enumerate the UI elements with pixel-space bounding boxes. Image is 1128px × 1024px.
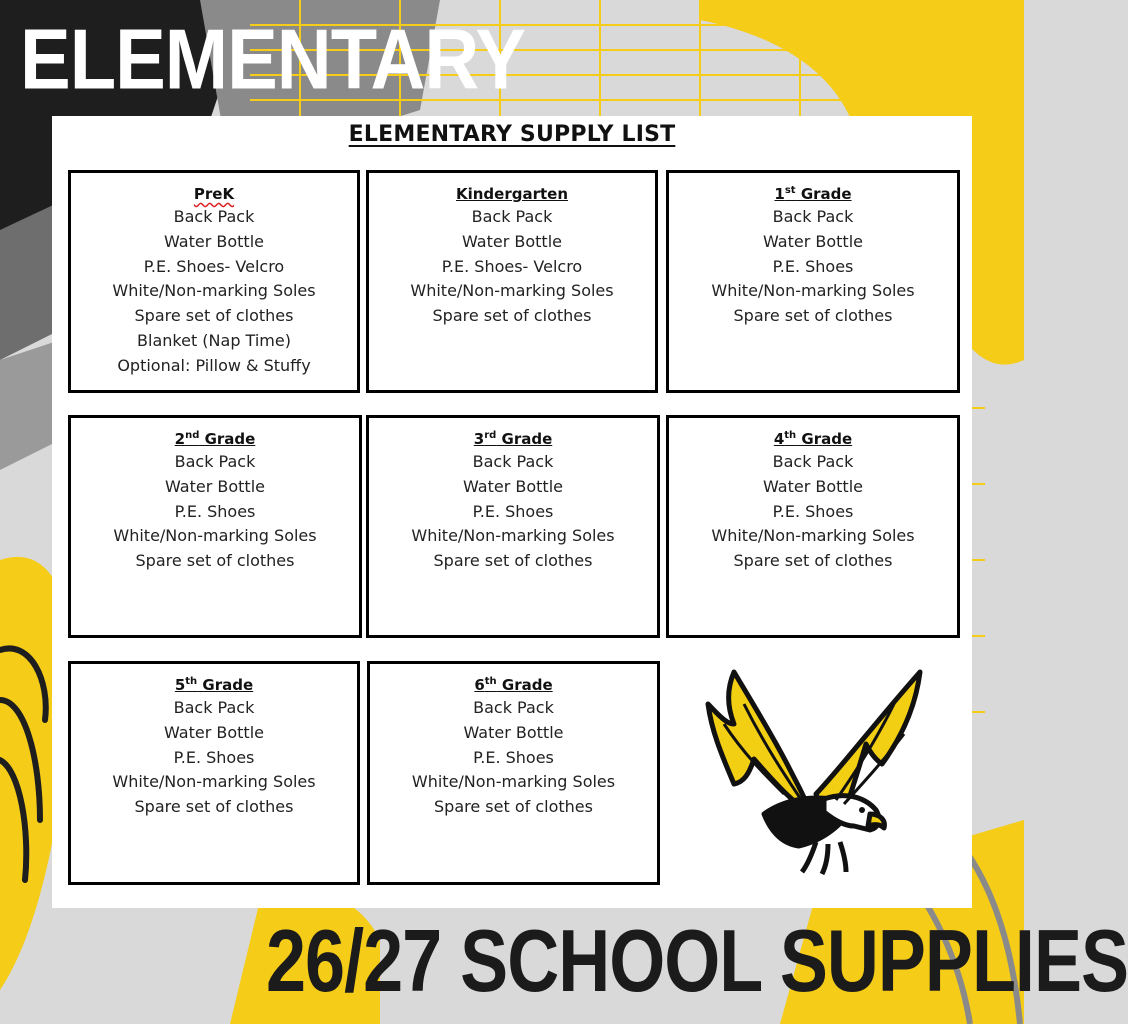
supply-items — [71, 205, 357, 379]
supply-item: Spare set of clothes — [733, 306, 893, 326]
supply-item: Spare set of clothes — [733, 551, 893, 571]
grade-heading — [71, 674, 357, 696]
supply-item: Optional: Pillow & Stuffy — [117, 355, 311, 375]
grade-box-5th — [68, 661, 360, 885]
grade-number: 3 — [473, 430, 485, 448]
supply-item: Water Bottle — [164, 231, 264, 251]
supply-list-title: ELEMENTARY SUPPLY LIST — [348, 122, 676, 147]
supply-item: P.E. Shoes — [772, 501, 854, 521]
supply-item: P.E. Shoes — [772, 256, 854, 276]
grade-heading — [369, 428, 657, 450]
grade-ordinal: rd — [484, 430, 497, 441]
grade-number: 5 — [174, 676, 186, 694]
grade-number: 2 — [174, 430, 186, 448]
supply-item: P.E. Shoes- Velcro — [441, 256, 583, 276]
grade-heading — [669, 183, 957, 205]
grade-box-prek — [68, 170, 360, 393]
supply-item: Spare set of clothes — [134, 306, 294, 326]
supply-item: Water Bottle — [165, 476, 265, 496]
grade-box-4th — [666, 415, 960, 638]
supply-item: Back Pack — [473, 698, 554, 717]
footer-heading: 26/27 SCHOOL SUPPLIES — [266, 913, 1128, 1011]
grade-heading — [71, 428, 359, 450]
supply-item: White/Non-marking Soles — [112, 772, 316, 792]
grade-box-3rd — [366, 415, 660, 638]
grade-word: Grade — [197, 676, 254, 694]
grade-word: Grade — [796, 430, 853, 448]
grade-ordinal: th — [185, 676, 198, 687]
supply-items — [370, 696, 657, 820]
supply-item: P.E. Shoes — [173, 747, 255, 767]
eagle-mascot-icon — [704, 664, 934, 880]
grade-heading — [669, 428, 957, 450]
supply-item: P.E. Shoes- Velcro — [143, 256, 285, 276]
grade-word: Grade — [795, 185, 852, 203]
supply-items — [669, 205, 957, 329]
supply-items — [71, 696, 357, 820]
supply-item: Back Pack — [174, 452, 256, 471]
supply-items — [669, 450, 957, 574]
supply-item: White/Non-marking Soles — [411, 526, 615, 546]
grade-heading — [71, 183, 357, 205]
supply-item: P.E. Shoes — [473, 747, 554, 767]
page-heading: ELEMENTARY — [20, 12, 526, 108]
supply-list-sheet — [52, 116, 972, 908]
supply-item: Spare set of clothes — [432, 306, 592, 326]
supply-item: White/Non-marking Soles — [411, 772, 616, 792]
supply-item: Water Bottle — [763, 231, 863, 251]
supply-item: Back Pack — [173, 698, 255, 717]
supply-item: Back Pack — [772, 452, 854, 471]
supply-item: Spare set of clothes — [434, 797, 593, 817]
grade-box-2nd — [68, 415, 362, 638]
supply-item: Back Pack — [772, 207, 854, 226]
supply-item: Water Bottle — [462, 231, 562, 251]
grade-word: Grade — [496, 676, 553, 694]
supply-items — [71, 450, 359, 574]
supply-item: Water Bottle — [463, 722, 564, 742]
supply-item: Spare set of clothes — [433, 551, 593, 571]
grade-box-kindergarten — [366, 170, 658, 393]
grade-heading — [369, 183, 655, 205]
grade-box-6th — [367, 661, 660, 885]
supply-item: White/Non-marking Soles — [112, 281, 316, 301]
grade-number: 1 — [774, 185, 785, 203]
grade-name: PreK — [193, 185, 235, 203]
supply-items — [369, 450, 657, 574]
supply-item: White/Non-marking Soles — [410, 281, 614, 301]
supply-item: White/Non-marking Soles — [711, 526, 915, 546]
supply-item: Spare set of clothes — [135, 551, 295, 571]
grade-number: 4 — [773, 430, 785, 448]
grade-ordinal: nd — [185, 430, 200, 441]
supply-item: Water Bottle — [763, 476, 863, 496]
grade-number: 6 — [474, 676, 485, 694]
supply-item: Back Pack — [472, 452, 554, 471]
supply-item: Back Pack — [173, 207, 255, 226]
grade-ordinal: th — [484, 676, 497, 687]
supply-items — [369, 205, 655, 329]
grade-word: Grade — [496, 430, 553, 448]
grade-ordinal: st — [784, 185, 796, 196]
supply-item: Back Pack — [471, 207, 553, 226]
supply-item: White/Non-marking Soles — [711, 281, 915, 301]
supply-item: P.E. Shoes — [472, 501, 554, 521]
grade-box-1st — [666, 170, 960, 393]
supply-item: Blanket (Nap Time) — [137, 330, 291, 350]
supply-item: Water Bottle — [164, 722, 264, 742]
grade-name: Kindergarten — [455, 185, 569, 203]
supply-item: Water Bottle — [463, 476, 563, 496]
grade-heading — [370, 674, 657, 696]
grade-ordinal: th — [784, 430, 797, 441]
supply-item: White/Non-marking Soles — [113, 526, 317, 546]
supply-item: Spare set of clothes — [134, 797, 294, 817]
grade-word: Grade — [199, 430, 256, 448]
supply-item: P.E. Shoes — [174, 501, 256, 521]
